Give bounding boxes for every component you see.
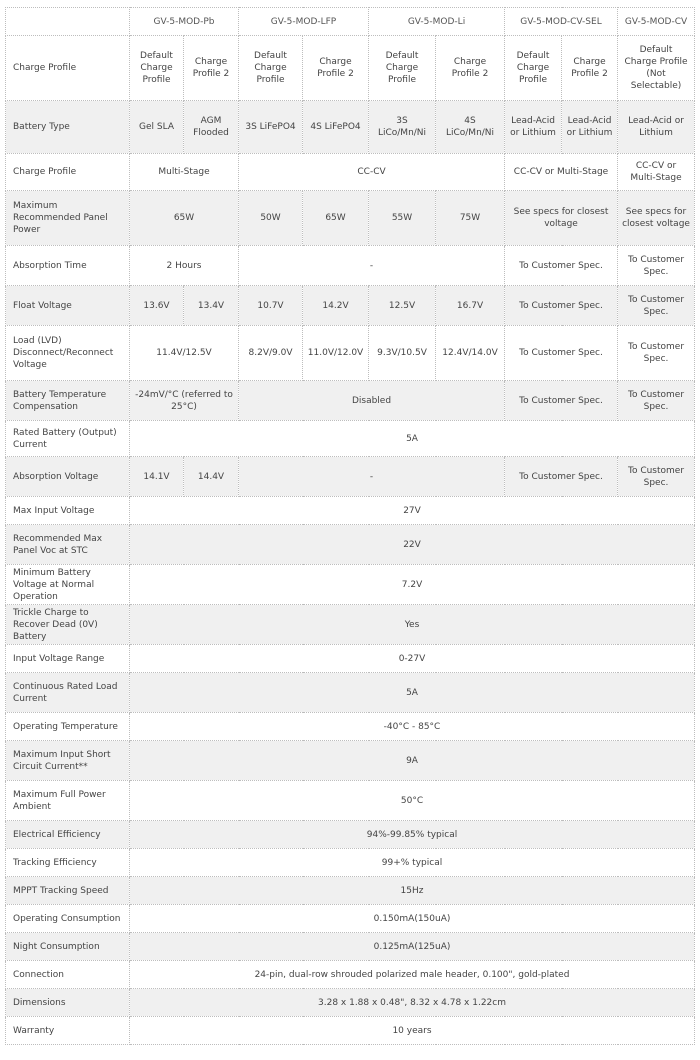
table-cell: 5A [130,673,695,713]
row-label: Operating Temperature [6,713,130,741]
table-row [6,191,695,246]
table-cell: To Customer Spec. [618,457,695,497]
row-label: MPPT Tracking Speed [6,877,130,905]
row-label: Operating Consumption [6,905,130,933]
table-row [6,605,695,645]
table-row [6,497,695,525]
table-row [6,877,695,905]
row-label: Input Voltage Range [6,645,130,673]
table-cell: 75W [436,191,505,246]
table-cell: 14.4V [184,457,239,497]
table-cell: Yes [130,605,695,645]
table-cell: 7.2V [130,565,695,605]
header-cell-blank [6,8,130,36]
table-row [6,781,695,821]
table-row [6,849,695,877]
table-row [6,961,695,989]
table-cell: 13.6V [130,286,184,326]
table-row [6,154,695,191]
row-label: Absorption Time [6,246,130,286]
row-label: Charge Profile [6,36,130,101]
table-cell: Charge Profile 2 [436,36,505,101]
table-cell: See specs for closest voltage [618,191,695,246]
table-row [6,457,695,497]
header-cell-lfp: GV-5-MOD-LFP [239,8,369,36]
table-cell: 0-27V [130,645,695,673]
table-cell: To Customer Spec. [505,381,618,421]
header-row [6,8,695,36]
header-cell-li: GV-5-MOD-Li [369,8,505,36]
row-label: Maximum Full Power Ambient [6,781,130,821]
row-label: Charge Profile [6,154,130,191]
table-cell: Charge Profile 2 [562,36,618,101]
table-cell: 14.1V [130,457,184,497]
table-row [6,326,695,381]
table-row [6,673,695,713]
table-cell: 65W [130,191,239,246]
table-cell: Disabled [239,381,505,421]
table-cell: AGM Flooded [184,101,239,154]
table-cell: Lead-Acid or Lithium [562,101,618,154]
table-cell: 55W [369,191,436,246]
table-cell: To Customer Spec. [505,286,618,326]
header-cell-cv-sel: GV-5-MOD-CV-SEL [505,8,618,36]
row-label: Maximum Recommended Panel Power [6,191,130,246]
table-cell: Default Charge Profile [130,36,184,101]
table-row [6,381,695,421]
table-cell: 22V [130,525,695,565]
table-cell: 11.0V/12.0V [303,326,369,381]
table-cell: 24-pin, dual-row shrouded polarized male header, 0.100", gold-plated [130,961,695,989]
table-cell: Charge Profile 2 [303,36,369,101]
table-cell: 9.3V/10.5V [369,326,436,381]
table-cell: To Customer Spec. [505,246,618,286]
row-label: Load (LVD) Disconnect/Reconnect Voltage [6,326,130,381]
table-row [6,565,695,605]
table-cell: To Customer Spec. [618,326,695,381]
table-cell: See specs for closest voltage [505,191,618,246]
row-label: Absorption Voltage [6,457,130,497]
table-row [6,741,695,781]
table-row [6,36,695,101]
row-label: Continuous Rated Load Current [6,673,130,713]
table-cell: 50°C [130,781,695,821]
table-cell: Charge Profile 2 [184,36,239,101]
table-cell: 12.5V [369,286,436,326]
table-cell: 0.125mA(125uA) [130,933,695,961]
table-row [6,933,695,961]
table-cell: 15Hz [130,877,695,905]
table-cell: Multi-Stage [130,154,239,191]
table-cell: 94%-99.85% typical [130,821,695,849]
table-cell: 27V [130,497,695,525]
row-label: Max Input Voltage [6,497,130,525]
table-cell: 10 years [130,1017,695,1045]
table-cell: CC-CV [239,154,505,191]
table-row [6,1017,695,1045]
table-cell: 16.7V [436,286,505,326]
table-cell: 11.4V/12.5V [130,326,239,381]
row-label: Minimum Battery Voltage at Normal Operation [6,565,130,605]
row-label: Float Voltage [6,286,130,326]
table-cell: 2 Hours [130,246,239,286]
table-cell: 0.150mA(150uA) [130,905,695,933]
header-cell-cv: GV-5-MOD-CV [618,8,695,36]
table-cell: -24mV/°C (referred to 25°C) [130,381,239,421]
row-label: Tracking Efficiency [6,849,130,877]
row-label: Battery Temperature Compensation [6,381,130,421]
table-cell: Gel SLA [130,101,184,154]
table-cell: -40°C - 85°C [130,713,695,741]
row-label: Recommended Max Panel Voc at STC [6,525,130,565]
row-label: Rated Battery (Output) Current [6,421,130,457]
table-row [6,246,695,286]
table-cell: - [239,246,505,286]
table-cell: 3S LiFePO4 [239,101,303,154]
table-cell: 3.28 x 1.88 x 0.48", 8.32 x 4.78 x 1.22cm [130,989,695,1017]
table-cell: Lead-Acid or Lithium [618,101,695,154]
table-cell: 50W [239,191,303,246]
table-cell: Default Charge Profile (Not Selectable) [618,36,695,101]
header-cell-pb: GV-5-MOD-Pb [130,8,239,36]
table-cell: - [239,457,505,497]
table-row [6,286,695,326]
table-cell: 65W [303,191,369,246]
row-label: Electrical Efficiency [6,821,130,849]
table-row [6,821,695,849]
table-row [6,525,695,565]
table-row [6,421,695,457]
table-cell: 99+% typical [130,849,695,877]
table-cell: To Customer Spec. [505,457,618,497]
table-cell: 10.7V [239,286,303,326]
table-cell: 9A [130,741,695,781]
table-cell: Default Charge Profile [505,36,562,101]
table-row [6,101,695,154]
row-label: Night Consumption [6,933,130,961]
spec-table [5,7,695,1045]
table-cell: To Customer Spec. [505,326,618,381]
table-cell: 8.2V/9.0V [239,326,303,381]
row-label: Trickle Charge to Recover Dead (0V) Battery [6,605,130,645]
table-cell: 4S LiCo/Mn/Ni [436,101,505,154]
row-label: Dimensions [6,989,130,1017]
table-row [6,713,695,741]
spec-table-body [6,36,695,1045]
table-cell: To Customer Spec. [618,381,695,421]
table-cell: CC-CV or Multi-Stage [618,154,695,191]
table-row [6,645,695,673]
table-cell: CC-CV or Multi-Stage [505,154,618,191]
table-row [6,905,695,933]
row-label: Warranty [6,1017,130,1045]
table-cell: 5A [130,421,695,457]
table-cell: To Customer Spec. [618,286,695,326]
row-label: Battery Type [6,101,130,154]
table-cell: Lead-Acid or Lithium [505,101,562,154]
table-cell: 4S LiFePO4 [303,101,369,154]
table-cell: Default Charge Profile [239,36,303,101]
table-row [6,989,695,1017]
table-cell: Default Charge Profile [369,36,436,101]
table-cell: 13.4V [184,286,239,326]
table-cell: To Customer Spec. [618,246,695,286]
table-cell: 12.4V/14.0V [436,326,505,381]
table-cell: 3S LiCo/Mn/Ni [369,101,436,154]
row-label: Connection [6,961,130,989]
row-label: Maximum Input Short Circuit Current** [6,741,130,781]
table-cell: 14.2V [303,286,369,326]
